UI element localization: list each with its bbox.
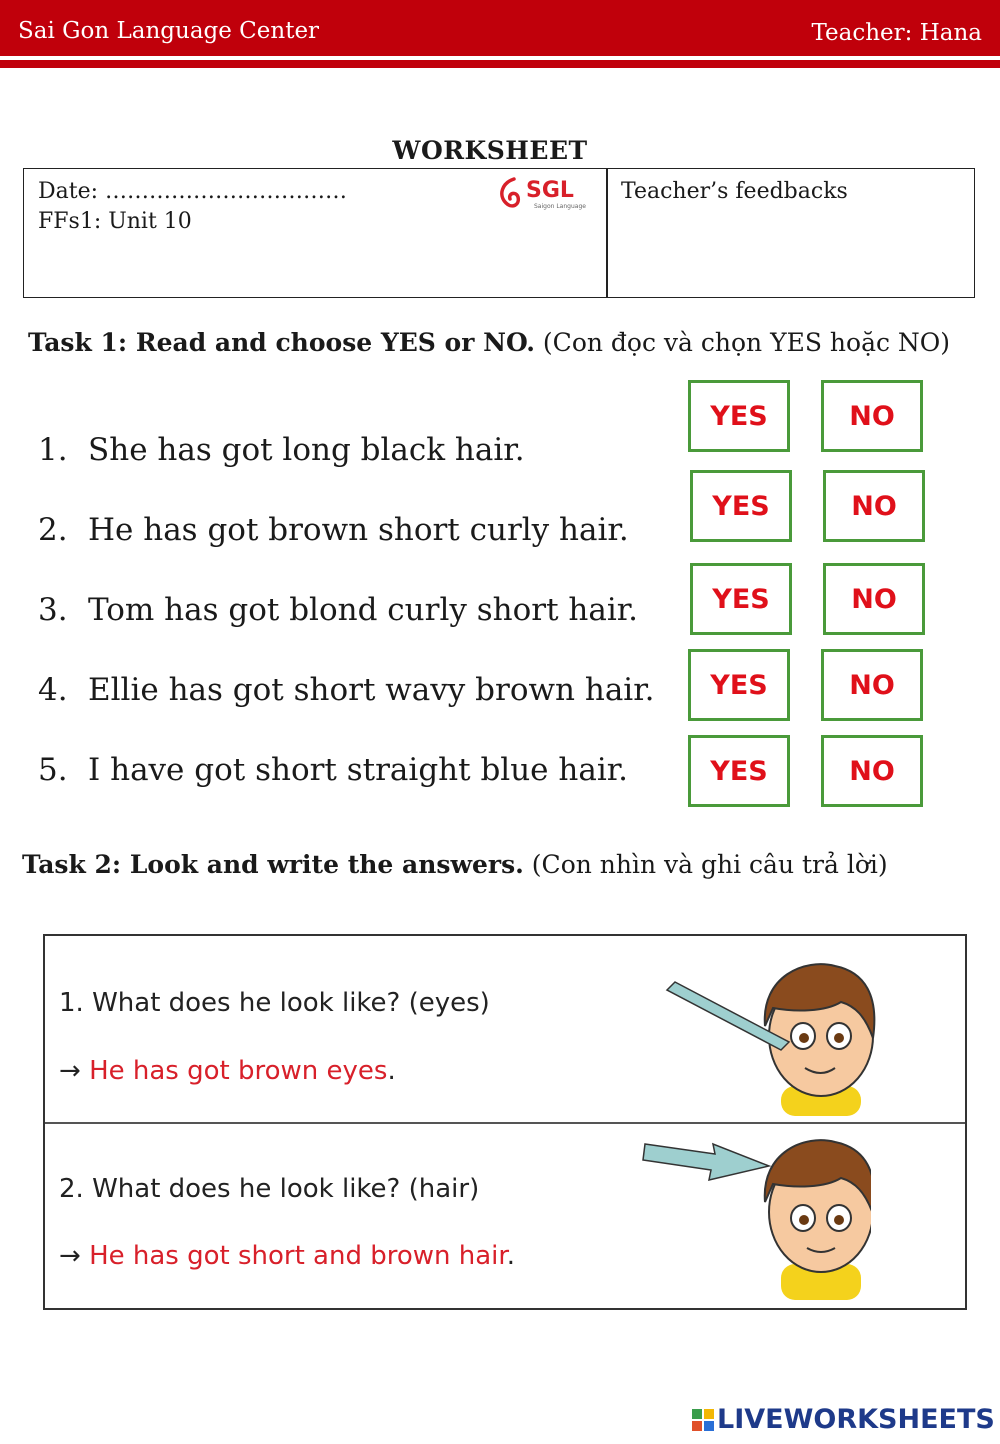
teacher-name: Teacher: Hana <box>811 20 982 46</box>
task1-title: Task 1: Read and choose YES or NO. <box>28 328 535 357</box>
liveworksheets-icon <box>692 1409 714 1431</box>
statement-number: 1. <box>38 432 68 468</box>
logo-subtext: Saigon Language <box>534 203 586 210</box>
yes-button-1[interactable]: YES <box>688 380 790 452</box>
answer-2 <box>59 1241 515 1271</box>
statement-number: 2. <box>38 512 68 548</box>
pointer-arrow <box>643 1144 769 1180</box>
sgl-logo <box>494 173 594 217</box>
unit-label: FFs1: Unit 10 <box>38 209 192 234</box>
statement-number: 3. <box>38 592 68 628</box>
logo-text: SGL <box>526 178 574 203</box>
row-divider <box>45 1122 965 1124</box>
watermark-text: LIVEWORKSHEETS <box>717 1404 995 1435</box>
center-name: Sai Gon Language Center <box>18 18 320 44</box>
no-button-4[interactable]: NO <box>821 649 923 721</box>
statement-text: Ellie has got short wavy brown hair. <box>88 672 655 708</box>
teacher-feedback-label: Teacher’s feedbacks <box>621 179 848 204</box>
date-field: Date: …………………………… <box>38 179 348 204</box>
boy-face-illustration <box>641 1132 871 1302</box>
liveworksheets-logo <box>692 1404 995 1435</box>
yes-button-3[interactable]: YES <box>690 563 792 635</box>
answer-period: . <box>387 1056 396 1086</box>
answer-1 <box>59 1056 396 1086</box>
task2-title: Task 2: Look and write the answers. <box>22 850 524 879</box>
task2-heading <box>22 850 997 879</box>
answer-text: He has got brown eyes <box>89 1056 388 1086</box>
statement-number: 4. <box>38 672 68 708</box>
info-table <box>23 168 975 298</box>
statement-4 <box>38 672 654 708</box>
statement-text: He has got brown short curly hair. <box>88 512 629 548</box>
answer-text: He has got short and brown hair <box>89 1241 507 1271</box>
no-button-2[interactable]: NO <box>823 470 925 542</box>
header-rule <box>0 60 1000 68</box>
statement-5 <box>38 752 628 788</box>
question-1: 1. What does he look like? (eyes) <box>59 988 490 1018</box>
no-button-3[interactable]: NO <box>823 563 925 635</box>
no-button-1[interactable]: NO <box>821 380 923 452</box>
yes-button-2[interactable]: YES <box>690 470 792 542</box>
no-button-5[interactable]: NO <box>821 735 923 807</box>
statement-2 <box>38 512 629 548</box>
yes-button-5[interactable]: YES <box>688 735 790 807</box>
info-divider <box>606 169 608 297</box>
statement-text: She has got long black hair. <box>88 432 525 468</box>
statement-3 <box>38 592 638 628</box>
task1-note: (Con đọc và chọn YES hoặc NO) <box>534 328 951 357</box>
question-2: 2. What does he look like? (hair) <box>59 1174 480 1204</box>
statement-number: 5. <box>38 752 68 788</box>
answer-period: . <box>506 1241 515 1271</box>
table-bottom <box>45 1308 965 1310</box>
task2-note: (Con nhìn và ghi câu trả lời) <box>523 850 888 879</box>
page-title: WORKSHEET <box>392 136 588 165</box>
task1-heading <box>28 325 998 361</box>
statement-text: I have got short straight blue hair. <box>88 752 629 788</box>
statement-1 <box>38 432 525 468</box>
task2-table <box>43 934 967 1310</box>
arrow-glyph: → <box>59 1056 90 1086</box>
statement-text: Tom has got blond curly short hair. <box>88 592 639 628</box>
arrow-glyph: → <box>59 1241 90 1271</box>
yes-button-4[interactable]: YES <box>688 649 790 721</box>
boy-face-illustration <box>665 946 885 1116</box>
